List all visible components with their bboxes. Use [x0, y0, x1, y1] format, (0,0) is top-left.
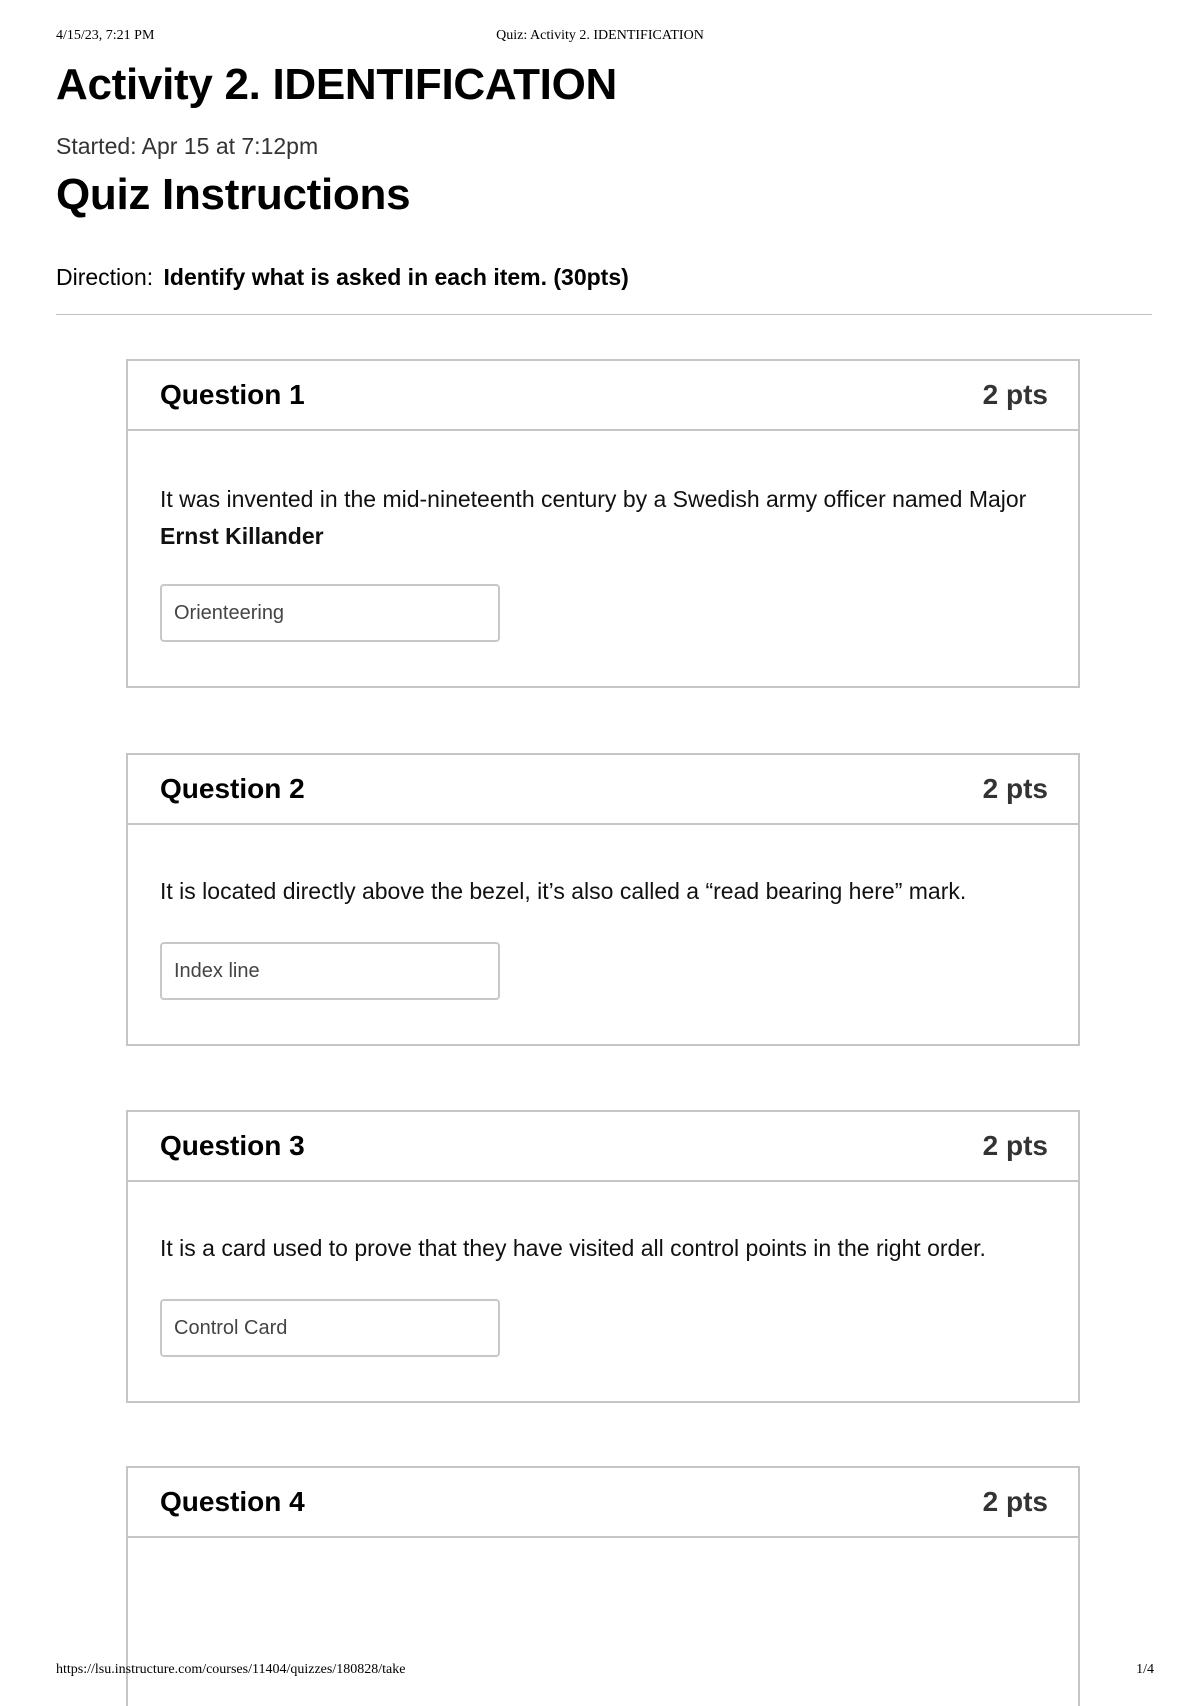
- question-card: [126, 1110, 1080, 1403]
- question-title: Question 2: [160, 773, 305, 804]
- question-text: [160, 481, 1040, 555]
- print-url: https://lsu.instructure.com/courses/11404/quizzes/180828/take: [56, 1662, 406, 1677]
- question-text-emphasis: Ernst Killander: [160, 523, 324, 549]
- answer-input[interactable]: Index line: [160, 942, 500, 1000]
- direction-text: Identify what is asked in each item. (30pts): [163, 264, 629, 290]
- question-text-main: It was invented in the mid-nineteenth century by a Swedish army officer named Major: [160, 486, 1027, 512]
- divider: [56, 314, 1152, 315]
- answer-input[interactable]: Control Card: [160, 1299, 500, 1357]
- started-timestamp: Started: Apr 15 at 7:12pm: [56, 133, 319, 159]
- question-card: [126, 359, 1080, 688]
- question-text: It is located directly above the bezel, it’s also called a “read bearing here” mark.: [160, 878, 967, 904]
- page-number: 1/4: [1136, 1662, 1154, 1677]
- print-title: Quiz: Activity 2. IDENTIFICATION: [496, 28, 704, 43]
- direction-label: Direction:: [56, 264, 154, 290]
- question-title: Question 3: [160, 1130, 305, 1161]
- question-header: [128, 755, 1078, 825]
- question-points: 2 pts: [982, 773, 1048, 804]
- print-date: 4/15/23, 7:21 PM: [56, 28, 155, 43]
- question-points: 2 pts: [982, 1486, 1048, 1517]
- print-header: [0, 28, 1200, 48]
- question-points: 2 pts: [982, 1130, 1048, 1161]
- question-header: [128, 361, 1078, 431]
- answer-input[interactable]: Orienteering: [160, 584, 500, 642]
- instructions-heading: Quiz Instructions: [56, 170, 411, 219]
- question-title: Question 1: [160, 379, 305, 410]
- page-title: Activity 2. IDENTIFICATION: [56, 60, 617, 109]
- question-card: [126, 753, 1080, 1046]
- question-text: It is a card used to prove that they have visited all control points in the right order.: [160, 1235, 986, 1261]
- question-title: Question 4: [160, 1486, 305, 1517]
- question-points: 2 pts: [982, 379, 1048, 410]
- print-footer: [0, 1662, 1200, 1682]
- question-header: [128, 1112, 1078, 1182]
- question-header: [128, 1468, 1078, 1538]
- direction: [56, 264, 629, 291]
